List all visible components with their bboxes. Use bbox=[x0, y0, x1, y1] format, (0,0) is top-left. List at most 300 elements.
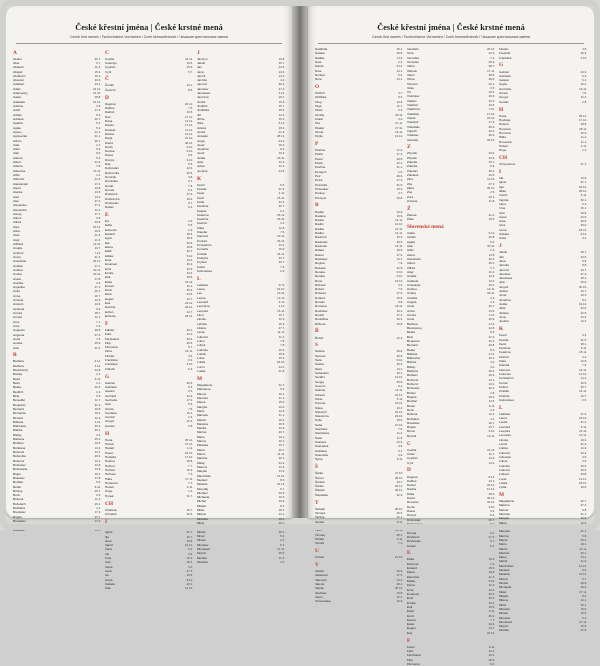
name-date: 20.1. bbox=[396, 371, 403, 376]
name-label: Jozef bbox=[197, 151, 205, 156]
name-date: 3.3. bbox=[582, 333, 587, 338]
name-label: Marie bbox=[197, 408, 205, 413]
name-label: Angelika bbox=[13, 285, 25, 290]
name-date: 15.1. bbox=[396, 47, 403, 51]
name-label: Sergej bbox=[315, 379, 324, 384]
name-label: Agnieszka bbox=[13, 134, 28, 139]
name-label: Adam bbox=[13, 86, 21, 91]
name-date: 26.5. bbox=[488, 657, 495, 662]
name-entry bbox=[499, 236, 587, 240]
name-date: 20.8. bbox=[488, 343, 495, 348]
name-date: 5.7. bbox=[188, 345, 193, 350]
name-date: 5.11. bbox=[396, 396, 403, 401]
name-label: Libuša bbox=[499, 437, 508, 442]
name-label: Arnold bbox=[13, 311, 22, 316]
name-label: Bibiána bbox=[407, 351, 418, 356]
name-date: 5.11. bbox=[396, 457, 403, 462]
name-label: Abdon bbox=[13, 56, 22, 61]
name-label: Dorota bbox=[105, 187, 115, 192]
name-label: Martin bbox=[499, 546, 508, 551]
name-label: Markéta bbox=[197, 443, 209, 448]
name-date: 30.5. bbox=[488, 173, 495, 178]
name-label: Velen bbox=[315, 594, 323, 599]
name-date: 10.11. bbox=[277, 291, 285, 296]
name-date: 19.11. bbox=[579, 86, 587, 91]
name-label: Jindřiška bbox=[197, 108, 210, 113]
name-label: Alain bbox=[13, 147, 20, 152]
name-label: Leonard bbox=[197, 300, 209, 305]
name-date: 6.9. bbox=[582, 258, 587, 263]
name-date: 23.11. bbox=[579, 367, 587, 372]
name-label: Rastislav bbox=[315, 256, 328, 261]
name-label: Emília bbox=[407, 600, 416, 605]
name-date: 19.7. bbox=[94, 488, 101, 493]
name-date: 19.3. bbox=[278, 151, 285, 156]
name-label: Miriam bbox=[197, 538, 207, 543]
name-date: 6.3. bbox=[582, 615, 587, 620]
name-date: 8.8. bbox=[582, 263, 587, 268]
name-label: Rainer bbox=[315, 252, 324, 257]
name-date: 5.3. bbox=[280, 542, 285, 547]
name-date: 23.2. bbox=[396, 186, 403, 191]
name-label: Cecília bbox=[407, 447, 417, 452]
name-date: 9.11. bbox=[488, 403, 495, 408]
letter-heading: J bbox=[499, 243, 502, 250]
name-date: 17.10. bbox=[184, 454, 193, 459]
name-label: Bohumil bbox=[13, 450, 25, 455]
name-label: Viktor bbox=[407, 64, 415, 69]
name-label: Denisa bbox=[105, 149, 115, 154]
name-label: Ivona bbox=[105, 577, 113, 582]
name-label: Sebastián bbox=[315, 371, 329, 376]
name-label: Luisa bbox=[197, 356, 205, 361]
name-date: 26.7. bbox=[94, 293, 101, 298]
name-date: 28.1. bbox=[488, 261, 495, 266]
name-date: 17.6. bbox=[94, 108, 101, 113]
name-label: Gertruda bbox=[105, 397, 118, 402]
name-date: 10.4. bbox=[396, 405, 403, 410]
name-date: 21.4. bbox=[94, 207, 101, 212]
name-label: Milota bbox=[197, 525, 206, 530]
name-label: Michaela bbox=[197, 495, 210, 500]
name-label: Tereza bbox=[315, 523, 325, 528]
name-date: 16.6. bbox=[580, 467, 587, 472]
name-date: 3.2. bbox=[490, 364, 495, 369]
name-label: Jolana bbox=[197, 125, 206, 130]
name-label: Alfons bbox=[13, 216, 22, 221]
name-date: 3.4. bbox=[398, 282, 403, 287]
name-label: Iveta bbox=[105, 569, 112, 574]
name-date: 17.8. bbox=[94, 475, 101, 480]
name-label: Bohuslav bbox=[407, 386, 420, 391]
name-date: 30.11. bbox=[487, 244, 495, 249]
name-date: 31.3. bbox=[94, 402, 101, 407]
name-date: 27.11. bbox=[579, 589, 587, 594]
name-label: Ester bbox=[105, 292, 113, 297]
name-label: František bbox=[105, 362, 118, 367]
name-date: 27.6. bbox=[278, 282, 285, 287]
name-label: Jaroslava bbox=[197, 91, 211, 96]
name-label: Štefan bbox=[315, 484, 324, 489]
name-date: 31.7. bbox=[186, 530, 193, 535]
name-date: 12.1. bbox=[94, 315, 101, 320]
name-date: 23.4. bbox=[488, 128, 495, 133]
name-date: 29.6. bbox=[488, 622, 495, 627]
name-date: 22.10. bbox=[394, 409, 403, 414]
name-label: Marcela bbox=[197, 413, 208, 418]
name-label: Amos bbox=[13, 254, 21, 259]
name-date: 5.12. bbox=[278, 121, 285, 126]
name-date: 8.4. bbox=[490, 347, 495, 352]
name-date: 19.7. bbox=[186, 507, 193, 512]
name-label: Julius bbox=[197, 164, 205, 169]
name-date: 21.6. bbox=[94, 233, 101, 238]
name-date: 21.3. bbox=[94, 345, 101, 350]
name-label: Bystrík bbox=[407, 433, 417, 438]
name-date: 19.6. bbox=[186, 512, 193, 516]
name-date: 27.9. bbox=[488, 534, 495, 539]
name-date: 19.2. bbox=[186, 196, 193, 201]
name-entry bbox=[499, 162, 587, 166]
name-date: 24.1. bbox=[488, 478, 495, 483]
name-date: 27.3. bbox=[580, 503, 587, 508]
name-date: 19.1. bbox=[278, 434, 285, 439]
name-label: Edmund bbox=[407, 561, 419, 566]
name-label: Bohuslav bbox=[13, 462, 26, 467]
name-label: Milan bbox=[499, 589, 507, 594]
name-entry bbox=[499, 56, 587, 60]
name-date: 2.12. bbox=[94, 419, 101, 424]
name-date: 13.6. bbox=[94, 302, 101, 307]
name-date: 11.11. bbox=[277, 330, 285, 335]
name-date: 4.2. bbox=[280, 78, 285, 83]
name-label: Izabela bbox=[499, 232, 509, 237]
name-date: 20.6. bbox=[488, 94, 495, 99]
name-label: Ida bbox=[105, 525, 110, 530]
name-label: Vendelín bbox=[407, 47, 419, 51]
name-label: Vítězslav bbox=[407, 94, 420, 99]
name-label: Hedviga bbox=[499, 117, 511, 122]
name-date: 8.2. bbox=[280, 147, 285, 152]
letter-heading: V bbox=[315, 561, 319, 568]
name-label: Bernard bbox=[13, 406, 24, 411]
name-label: Irma bbox=[499, 206, 506, 211]
name-label: Abigail bbox=[13, 69, 23, 74]
name-label: Batul bbox=[13, 376, 20, 381]
name-label: Jindřich bbox=[197, 104, 208, 109]
name-label: Lukáš bbox=[197, 360, 206, 365]
letter-heading: O bbox=[315, 84, 320, 90]
name-date: 24.7. bbox=[278, 255, 285, 260]
name-date: 6.7. bbox=[188, 179, 193, 184]
name-label: Sára bbox=[315, 358, 322, 363]
name-label: Rebeka bbox=[315, 265, 326, 270]
name-label: Zita bbox=[407, 181, 413, 186]
name-label: Oldřich bbox=[315, 91, 325, 96]
name-date: 20.8. bbox=[396, 353, 403, 358]
name-date: 5.7. bbox=[188, 69, 193, 74]
name-date: 29.11. bbox=[277, 155, 285, 160]
name-date: 16.9. bbox=[278, 247, 285, 252]
name-label: Abel bbox=[13, 60, 20, 65]
name-date: 17.3. bbox=[94, 510, 101, 515]
name-label: Dominik bbox=[407, 526, 419, 531]
name-date: 11.12. bbox=[185, 118, 193, 123]
name-label: Vanda bbox=[315, 586, 324, 591]
name-date: 11.4. bbox=[580, 135, 587, 140]
name-date: 2.12. bbox=[488, 351, 495, 356]
name-date: 26.10. bbox=[486, 500, 495, 505]
name-date: 14.12. bbox=[184, 586, 193, 591]
name-label: Libor bbox=[197, 313, 204, 318]
name-label: Lumír bbox=[197, 364, 205, 369]
name-label: Denis bbox=[407, 504, 415, 509]
name-date: 3.9. bbox=[582, 459, 587, 464]
name-date: 6.10. bbox=[396, 269, 403, 274]
name-label: Margita bbox=[197, 404, 208, 409]
name-label: Jerguš bbox=[499, 284, 509, 289]
name-date: 5.7. bbox=[582, 576, 587, 581]
name-label: Leonard bbox=[499, 424, 511, 429]
name-date: 13.7. bbox=[278, 443, 285, 448]
name-label: Tobiáš bbox=[315, 536, 324, 541]
name-label: Radek bbox=[315, 218, 324, 223]
name-date: 21.4. bbox=[580, 442, 587, 447]
name-label: Jaroslav bbox=[197, 86, 209, 91]
name-label: Ladislav bbox=[499, 411, 511, 416]
name-date: 27.11. bbox=[277, 546, 285, 551]
name-date: 27.2. bbox=[94, 181, 101, 186]
name-label: Chrysostom bbox=[499, 162, 516, 167]
name-label: Koloman bbox=[499, 372, 512, 377]
name-date: 19.9. bbox=[278, 495, 285, 500]
name-label: Jarmil bbox=[197, 73, 206, 78]
name-date: 4.8. bbox=[490, 526, 495, 531]
name-date: 30.5. bbox=[186, 170, 193, 175]
name-label: Erika bbox=[407, 609, 414, 614]
name-label: Bojana bbox=[407, 394, 417, 399]
name-label: Lionel bbox=[499, 442, 508, 447]
name-label: Olivie bbox=[315, 108, 323, 113]
name-date: 29.12. bbox=[184, 305, 193, 310]
name-date: 4.8. bbox=[188, 175, 193, 180]
name-date: 5.6. bbox=[96, 480, 101, 485]
name-label: Ferdinand bbox=[407, 653, 421, 658]
name-date: 26.1. bbox=[396, 532, 403, 537]
name-date: 10.1. bbox=[94, 458, 101, 463]
name-date: 4.12. bbox=[94, 359, 101, 364]
name-label: Bernard bbox=[407, 343, 418, 348]
name-date: 22.9. bbox=[488, 51, 495, 56]
name-label: Drahomír bbox=[105, 192, 118, 197]
name-date: 17.3. bbox=[94, 519, 101, 524]
name-label: Věroslav bbox=[407, 59, 419, 64]
name-label: Eliška bbox=[407, 579, 416, 584]
name-label: Donát bbox=[105, 183, 114, 188]
name-date: 24.11. bbox=[579, 389, 587, 394]
name-date: 16.9. bbox=[186, 65, 193, 70]
name-date: 28.5. bbox=[488, 72, 495, 77]
name-date: 30.7. bbox=[488, 420, 495, 425]
letter-heading: Z bbox=[407, 144, 411, 151]
name-entry bbox=[315, 322, 403, 326]
name-date: 19.4. bbox=[488, 587, 495, 592]
name-label: Hanuš bbox=[105, 442, 114, 447]
name-date: 16.9. bbox=[488, 557, 495, 562]
name-label: Anastázia bbox=[407, 282, 421, 287]
name-label: Bojan bbox=[13, 471, 21, 476]
name-label: Nina bbox=[315, 68, 322, 73]
name-date: 13.11. bbox=[487, 287, 495, 292]
name-label: Filoména bbox=[105, 345, 118, 350]
name-date: 5.9. bbox=[490, 521, 495, 526]
name-date: 13.10. bbox=[578, 372, 587, 377]
name-date: 22.8. bbox=[94, 462, 101, 467]
name-label: Kamila bbox=[197, 186, 207, 191]
name-date: 7.6. bbox=[280, 230, 285, 235]
name-date: 18.5. bbox=[488, 604, 495, 609]
name-date: 21.1. bbox=[94, 134, 101, 139]
page-title-right: České křestní jména | České krstné mená bbox=[377, 23, 525, 32]
name-label: David bbox=[105, 140, 113, 145]
name-label: Honorata bbox=[499, 139, 512, 144]
name-date: 14.1. bbox=[94, 450, 101, 455]
name-label: Metoděj bbox=[197, 486, 208, 491]
name-label: Daniela bbox=[105, 127, 116, 132]
name-date: 24.6. bbox=[580, 254, 587, 259]
name-label: Hilda bbox=[105, 476, 112, 481]
name-date: 25.8. bbox=[580, 472, 587, 477]
name-date: 8.2. bbox=[280, 503, 285, 508]
name-label: Zina bbox=[407, 177, 413, 182]
name-date: 19.5. bbox=[186, 573, 193, 578]
name-date: 21.6. bbox=[94, 237, 101, 242]
name-date: 15.6. bbox=[488, 90, 495, 95]
name-label: Milada bbox=[499, 593, 508, 598]
name-date: 14.11. bbox=[395, 231, 403, 236]
name-label: Amálie bbox=[13, 246, 23, 251]
name-date: 25.4. bbox=[186, 288, 193, 293]
name-label: Maxmilián bbox=[197, 473, 211, 478]
name-label: Dionýz bbox=[407, 513, 417, 518]
name-date: 30.5. bbox=[488, 653, 495, 658]
letter-heading: S bbox=[315, 342, 318, 349]
name-date: 30.1. bbox=[580, 550, 587, 555]
name-label: Adrián bbox=[407, 235, 416, 240]
name-date: 7.6. bbox=[582, 363, 587, 368]
name-date: 12.11. bbox=[277, 295, 285, 300]
name-date: 10.8. bbox=[396, 590, 403, 595]
name-date: 27.11. bbox=[579, 619, 587, 624]
name-label: Alexander bbox=[13, 203, 27, 208]
name-label: Drahoslav bbox=[105, 200, 119, 205]
name-date: 29.8. bbox=[396, 349, 403, 354]
name-label: Magdalena bbox=[197, 383, 213, 387]
name-date: 17.12. bbox=[184, 123, 193, 128]
name-label: Ivana bbox=[105, 564, 113, 569]
name-label: Jana bbox=[197, 69, 204, 74]
name-date: 31.5. bbox=[278, 186, 285, 191]
name-date: 29.3. bbox=[396, 362, 403, 367]
name-date: 26.5. bbox=[396, 511, 403, 516]
name-label: Andrea bbox=[13, 267, 23, 272]
name-label: Sáva bbox=[315, 366, 322, 371]
name-label: Vladislav bbox=[407, 111, 420, 116]
name-date: 24.7. bbox=[580, 289, 587, 294]
name-label: Serafín bbox=[315, 375, 325, 380]
name-label: Kornel bbox=[499, 380, 508, 385]
letter-heading: CH bbox=[105, 500, 114, 507]
name-date: 14.11. bbox=[395, 388, 403, 393]
name-entry bbox=[105, 314, 193, 318]
name-label: Justína bbox=[499, 319, 509, 324]
name-date: 28.9. bbox=[396, 569, 403, 574]
name-label: Tamara bbox=[315, 511, 326, 516]
name-date: 28.8. bbox=[94, 95, 101, 100]
name-entry bbox=[315, 196, 403, 200]
name-label: Basilej bbox=[13, 372, 22, 377]
name-label: Brigita bbox=[13, 514, 22, 519]
name-date: 24.4. bbox=[580, 314, 587, 319]
name-date: 11.11. bbox=[277, 452, 285, 456]
name-label: Saskie bbox=[315, 362, 325, 367]
name-label: Bohumír bbox=[13, 458, 25, 463]
name-date: 11.4. bbox=[396, 431, 403, 436]
name-date: 22.5. bbox=[580, 306, 587, 311]
name-date: 5.12. bbox=[488, 231, 495, 236]
name-label: Konrád bbox=[197, 238, 207, 243]
name-date: 12.10. bbox=[394, 375, 403, 380]
name-date: 19.1. bbox=[186, 410, 193, 415]
name-date: 12.8. bbox=[278, 225, 285, 230]
name-label: Viola bbox=[407, 85, 414, 90]
name-date: 24.6. bbox=[488, 600, 495, 605]
name-label: Emanuel bbox=[407, 591, 420, 596]
name-label: Blanka bbox=[407, 360, 417, 365]
name-date: 24.7. bbox=[580, 393, 587, 398]
name-date: 29.6. bbox=[580, 223, 587, 228]
name-date: 6.2. bbox=[188, 187, 193, 192]
name-label: Judita bbox=[499, 302, 508, 307]
name-label: Radan bbox=[315, 209, 324, 214]
name-label: Henrieta bbox=[499, 126, 511, 131]
name-date: 24.2. bbox=[278, 364, 285, 369]
name-date: 3.2. bbox=[96, 432, 101, 437]
name-label: Iveta bbox=[499, 219, 506, 224]
name-label: Zdeslav bbox=[407, 168, 418, 173]
name-date: 24.3. bbox=[580, 69, 587, 74]
name-date: 24.5. bbox=[580, 214, 587, 219]
name-date: 14.11. bbox=[395, 244, 403, 249]
name-date: 28.11. bbox=[579, 126, 587, 131]
name-date: 18.8. bbox=[488, 570, 495, 575]
name-date: 25.7. bbox=[580, 384, 587, 389]
name-date: 30.9. bbox=[488, 133, 495, 138]
name-column bbox=[105, 47, 193, 591]
name-date: 10.9. bbox=[396, 213, 403, 218]
name-date: 26.2. bbox=[580, 82, 587, 87]
name-label: Beáta bbox=[13, 385, 21, 390]
name-label: Elena bbox=[407, 570, 415, 575]
name-date: 30.11. bbox=[487, 291, 495, 296]
name-label: Júlia bbox=[499, 306, 506, 311]
name-date: 25.4. bbox=[488, 613, 495, 618]
name-label: Mária bbox=[499, 520, 507, 525]
name-label: Anabela bbox=[407, 278, 419, 283]
name-date: 18.11. bbox=[395, 304, 403, 309]
name-date: 6.10. bbox=[94, 523, 101, 528]
name-label: Taťána bbox=[315, 515, 325, 520]
